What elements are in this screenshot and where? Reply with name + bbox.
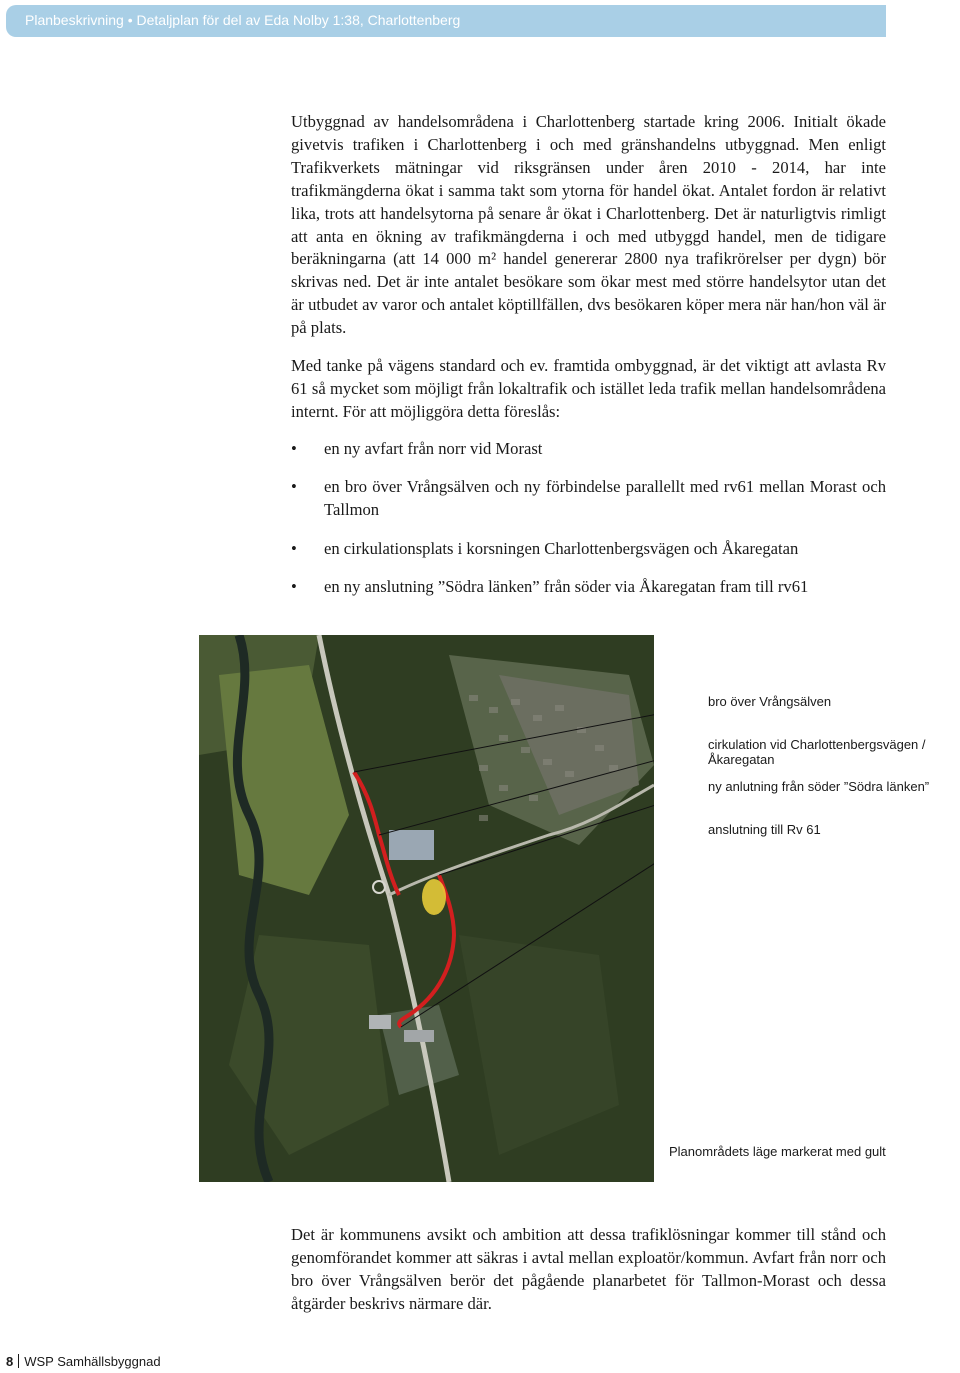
paragraph-proposal-intro: Med tanke på vägens standard och ev. framtida ombyggnad, är det viktigt att avlasta Rv 61 så mycket som möjligt från lokaltrafik och istället leda trafik mellan handelsområdena internt. För att möjliggöra detta föreslås: — [291, 356, 886, 421]
bullet-dot: • — [291, 439, 297, 458]
header-bar — [6, 5, 886, 37]
map-caption: Planområdets läge markerat med gult — [669, 1144, 886, 1159]
list-item — [291, 476, 886, 522]
footer-company: WSP Samhällsbyggnad — [24, 1354, 161, 1369]
proposal-list — [291, 438, 886, 615]
bullet-dot: • — [291, 477, 297, 497]
list-item — [291, 576, 886, 599]
list-item-text: en ny anslutning ”Södra länken” från söder via Åkaregatan fram till rv61 — [324, 577, 809, 597]
callout-roundabout: cirkulation vid Charlottenbergsvägen /Åkaregatan — [708, 737, 926, 767]
callout-rv61-connection: anslutning till Rv 61 — [708, 822, 821, 837]
paragraph-traffic-growth: Utbyggnad av handelsområdena i Charlottenberg startade kring 2006. Initialt ökade givetvis trafiken i Charlottenberg i och med gränshandelns utbyggnad. Men enligt Trafikverkets mätningar vid riksgränsen under åren 2010 - 2014, har inte trafikmängderna ökat i samma takt som ytorna för handel ökat. Antalet fordon är relativt lika, trots att handelsytorna på senare år ökat i Charlottenberg. Det är naturligtvis rimligt att anta en ökning av trafikmängderna i och med utbyggd handel, men de tidigare beräkningarna (att 14 000 m² handel genererar 2800 nya trafikrörelser per dygn) bör skrivas ned. Det är inte antalet besökare som ökar mest med större handelsytor utan det är utbudet av varor och antalet köptillfällen, dvs besökaren köper mera när han/hon väl är på plats. — [291, 112, 886, 338]
callout-south-link: ny anlutning från söder ”Södra länken” — [708, 779, 930, 794]
list-item-text: en cirkulationsplats i korsningen Charlottenbergsvägen och Åkaregatan — [324, 538, 799, 558]
list-item — [291, 538, 886, 561]
document-title: Planbeskrivning • Detaljplan för del av Eda Nolby 1:38, Charlottenberg — [25, 12, 461, 28]
aerial-photo — [199, 635, 654, 1182]
footer-divider — [18, 1354, 19, 1368]
bullet-dot: • — [291, 538, 297, 558]
bullet-dot: • — [291, 577, 297, 597]
page-number: 8 — [6, 1354, 14, 1369]
aerial-map — [199, 635, 654, 1182]
list-item-text: en ny avfart från norr vid Morast — [324, 439, 543, 458]
page-footer — [6, 1354, 161, 1369]
list-item — [291, 438, 886, 461]
paragraph-municipality-intent: Det är kommunens avsikt och ambition att dessa trafiklösningar kommer till stånd och genomförandet kommer att säkras i avtal mellan exploatör/kommun. Avfart från norr och bro över Vrångsälven berör det pågående planarbetet för Tallmon-Morast och dessa åtgärder beskrivs närmare där. — [291, 1225, 886, 1313]
callout-bridge: bro över Vrångsälven — [708, 694, 832, 709]
list-item-text: en bro över Vrångsälven och ny förbindelse parallellt med rv61 mellan Morast och Tallmon — [324, 477, 886, 520]
